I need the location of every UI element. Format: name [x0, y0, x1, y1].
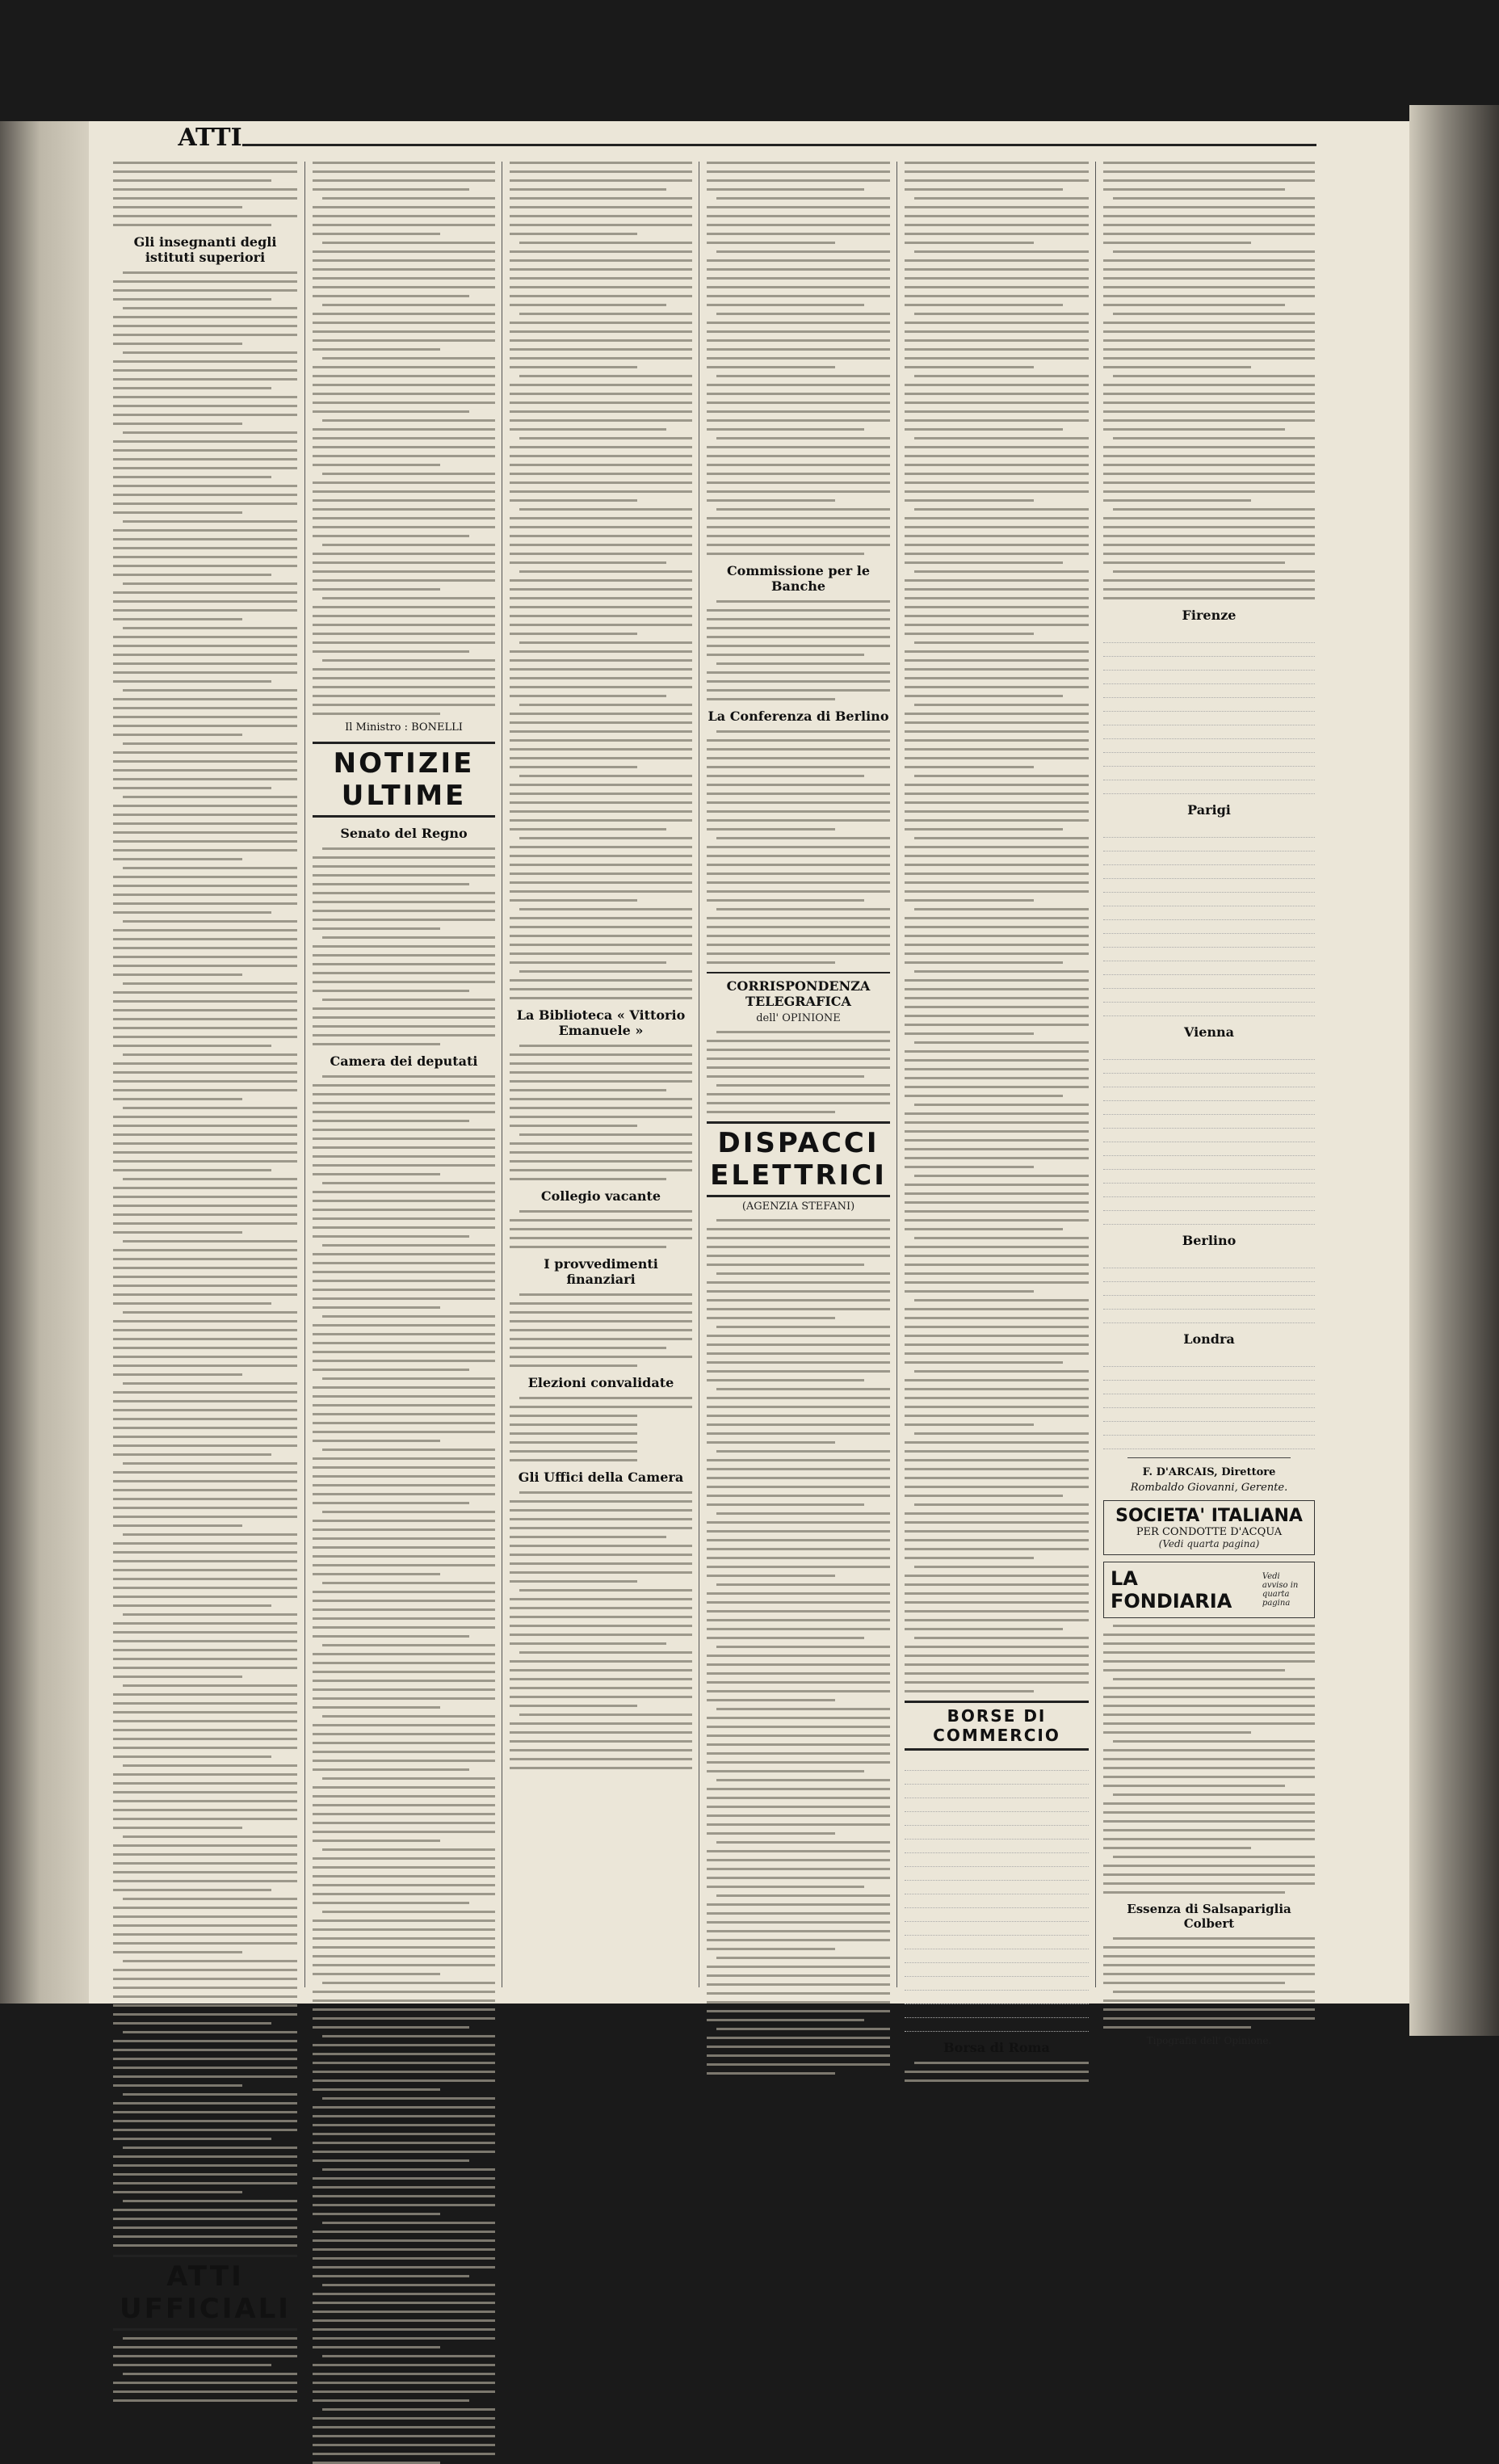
director-line: F. D'ARCAIS, Direttore [1142, 1466, 1276, 1478]
section-heading: La Biblioteca « Vittorio Emanuele » [516, 1007, 686, 1038]
stock-table [905, 1757, 1089, 2032]
ad-title: SOCIETA' ITALIANA [1115, 1506, 1303, 1526]
section-heading: I provvedimenti finanziari [544, 1256, 658, 1287]
advertisement-box [1103, 1562, 1315, 1618]
manager-line: Rombaldo Giovanni, Gerente. [1130, 1482, 1288, 1494]
market-table [1103, 1255, 1315, 1323]
market-heading: Firenze [1182, 608, 1237, 623]
section-heading: Gli insegnanti degli istituti superiori [133, 234, 277, 265]
column-5 [905, 162, 1089, 2055]
market-heading: Vienna [1183, 1024, 1235, 1040]
section-heading-large: NOTIZIE ULTIME [313, 742, 495, 818]
top-rule [242, 137, 1316, 149]
market-heading: Berlino [1182, 1233, 1237, 1248]
column-1 [113, 162, 297, 2325]
adjacent-page-strip-right [1409, 105, 1499, 2036]
section-heading: Elezioni convalidate [527, 1375, 674, 1390]
market-table [1103, 1353, 1315, 1449]
column-6 [1103, 162, 1315, 2046]
column-2 [313, 162, 495, 1987]
section-heading: Borsa di Roma [943, 2040, 1050, 2055]
section-heading: CORRISPONDENZA TELEGRAFICA [707, 972, 890, 1009]
section-heading: Commissione per le Banche [726, 563, 871, 594]
ad-note: Vedi avviso in quarta pagina [1262, 1572, 1299, 1608]
market-heading: Parigi [1187, 802, 1231, 818]
printer-line: Tipografia dell' Opinione. [1146, 2035, 1272, 2046]
ad-subtitle: PER CONDOTTE D'ACQUA [1136, 1526, 1283, 1538]
minister-signature: Il Ministro : BONELLI [345, 721, 463, 734]
adjacent-page-strip-left [0, 121, 89, 2004]
section-heading: Camera dei deputati [330, 1053, 478, 1069]
market-table [1103, 629, 1315, 794]
column-rule [1095, 162, 1096, 1987]
ad-title: LA FONDIARIA [1111, 1567, 1232, 1613]
section-heading-large: ATTI UFFICIALI [113, 2255, 297, 2331]
column-4 [707, 162, 890, 1987]
column-rule [896, 162, 897, 1987]
section-heading: La Conferenza di Berlino [708, 709, 889, 724]
section-heading-large: DISPACCI ELETTRICI [707, 1121, 890, 1197]
section-heading: Senato del Regno [340, 826, 468, 841]
market-heading: Londra [1183, 1331, 1235, 1347]
section-heading: Collegio vacante [540, 1188, 661, 1204]
section-subheading: dell' OPINIONE [756, 1012, 841, 1024]
ad-heading: Essenza di Salsapariglia Colbert [1127, 1902, 1291, 1931]
section-heading-large: BORSE DI COMMERCIO [905, 1701, 1089, 1751]
section-subheading: (AGENZIA STEFANI) [741, 1200, 855, 1213]
column-3 [510, 162, 692, 1987]
advertisement-box [1103, 1500, 1315, 1555]
page-folio: ATTI [162, 123, 258, 153]
market-table [1103, 1046, 1315, 1225]
market-table [1103, 824, 1315, 1016]
section-heading: Gli Uffici della Camera [518, 1470, 684, 1485]
ad-note: (Vedi quarta pagina) [1158, 1538, 1260, 1549]
column-rule [304, 162, 305, 1987]
